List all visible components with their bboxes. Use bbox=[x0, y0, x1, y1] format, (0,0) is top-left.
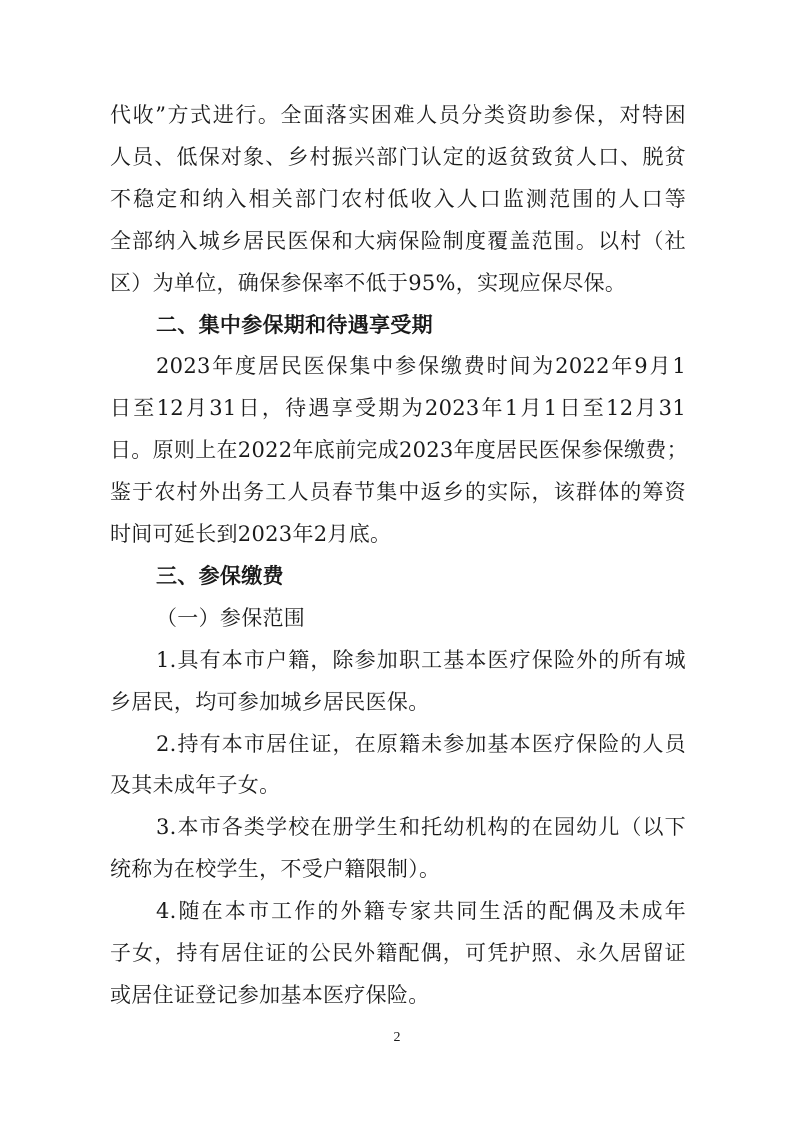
paragraph-line: 日至12月31日，待遇享受期为2023年1月1日至12月31 bbox=[110, 396, 686, 421]
paragraph-line: 人员、低保对象、乡村振兴部门认定的返贫致贫人口、脱贫 bbox=[110, 144, 686, 169]
paragraph-line: 鉴于农村外出务工人员春节集中返乡的实际，该群体的筹资 bbox=[110, 480, 686, 505]
page-number: 2 bbox=[393, 1030, 401, 1045]
subsection-heading: （一）参保范围 bbox=[156, 605, 306, 630]
paragraph-line: 2023年度居民医保集中参保缴费时间为2022年9月1 bbox=[156, 354, 686, 379]
paragraph-line: 乡居民，均可参加城乡居民医保。 bbox=[110, 689, 430, 714]
paragraph-line: 子女，持有居住证的公民外籍配偶，可凭护照、永久居留证 bbox=[110, 941, 686, 966]
paragraph-line: 区）为单位，确保参保率不低于95%，实现应保尽保。 bbox=[110, 270, 627, 295]
paragraph-line: 日。原则上在2022年底前完成2023年度居民医保参保缴费； bbox=[110, 438, 688, 463]
section-heading: 三、参保缴费 bbox=[156, 563, 284, 588]
paragraph-line: 2.持有本市居住证，在原籍未参加基本医疗保险的人员 bbox=[156, 731, 686, 756]
paragraph-line: 或居住证登记参加基本医疗保险。 bbox=[110, 983, 430, 1007]
paragraph-line: 统称为在校学生，不受户籍限制）。 bbox=[110, 857, 441, 882]
paragraph-line: 3.本市各类学校在册学生和托幼机构的在园幼儿（以下 bbox=[156, 815, 686, 840]
section-heading: 二、集中参保期和待遇享受期 bbox=[156, 312, 433, 337]
paragraph-line: 时间可延长到2023年2月底。 bbox=[110, 522, 392, 547]
paragraph-line: 1.具有本市户籍，除参加职工基本医疗保险外的所有城 bbox=[156, 647, 686, 672]
paragraph-line: 全部纳入城乡居民医保和大病保险制度覆盖范围。以村（社 bbox=[110, 228, 686, 253]
paragraph-line: 及其未成年子女。 bbox=[110, 773, 281, 798]
paragraph-line: 不稳定和纳入相关部门农村低收入人口监测范围的人口等 bbox=[110, 186, 686, 211]
paragraph-line: 4.随在本市工作的外籍专家共同生活的配偶及未成年 bbox=[156, 899, 686, 924]
paragraph-line: 代收”方式进行。全面落实困难人员分类资助参保，对特困 bbox=[110, 103, 686, 127]
